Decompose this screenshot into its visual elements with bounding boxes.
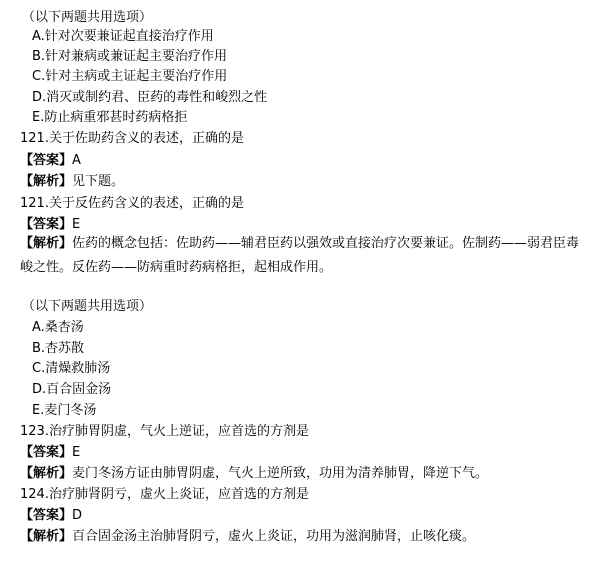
group2-option-a: A.桑杏汤: [32, 320, 84, 335]
answer-value: D: [72, 508, 83, 523]
analysis-label: 【解析】: [20, 236, 73, 251]
group1-option-d: D.消灭或制约君、臣药的毒性和峻烈之性: [32, 90, 268, 105]
question-123: 123.治疗肺胃阴虚，气火上逆证，应首选的方剂是: [20, 424, 309, 439]
analysis-label: 【解析】: [20, 466, 73, 481]
answer-value: E: [72, 217, 81, 232]
answer-label: 【答案】: [20, 217, 73, 232]
group1-option-b: B.针对兼病或兼证起主要治疗作用: [32, 49, 228, 64]
group2-option-e: E.麦门冬汤: [32, 403, 97, 418]
answer-value: A: [72, 153, 81, 168]
analysis-text: 见下题。: [72, 174, 125, 189]
analysis-row: [20, 172, 124, 192]
group2-option-c: C.清燥救肺汤: [32, 361, 111, 376]
answer-label: 【答案】: [20, 153, 73, 168]
analysis-text: 麦门冬汤方证由肺胃阴虚，气火上逆所致，功用为清养肺胃，降逆下气。: [72, 466, 489, 481]
question-124: 124.治疗肺肾阴亏，虚火上炎证，应首选的方剂是: [20, 487, 309, 502]
answer-row: [20, 506, 82, 526]
answer-row: [20, 151, 81, 171]
answer-value: E: [72, 445, 81, 460]
analysis-text: 百合固金汤主治肺肾阴亏，虚火上炎证，功用为滋润肺肾，止咳化痰。: [72, 529, 476, 544]
analysis-text: 佐药的概念包括：佐助药——辅君臣药以强效或直接治疗次要兼证。佐制药——弱君臣毒峻之性。反佐药——防病重时药病格拒，起相成作用。: [20, 236, 580, 275]
group1-option-c: C.针对主病或主证起主要治疗作用: [32, 69, 228, 84]
analysis-row: [20, 527, 475, 547]
question-121-counter: 121.关于反佐药含义的表述，正确的是: [20, 196, 244, 211]
group2-option-b: B.杏苏散: [32, 341, 85, 356]
group2-header: （以下两题共用选项）: [22, 299, 153, 314]
group2-option-d: D.百合固金汤: [32, 382, 112, 397]
analysis-row: [20, 232, 592, 280]
analysis-label: 【解析】: [20, 174, 73, 189]
analysis-label: 【解析】: [20, 529, 73, 544]
question-121-supporting: 121.关于佐助药含义的表述，正确的是: [20, 131, 244, 146]
analysis-row: [20, 464, 488, 484]
answer-label: 【答案】: [20, 445, 73, 460]
answer-label: 【答案】: [20, 508, 73, 523]
answer-row: [20, 443, 80, 463]
group1-option-e: E.防止病重邪甚时药病格拒: [32, 110, 188, 125]
group1-header: （以下两题共用选项）: [22, 10, 153, 25]
group1-option-a: A.针对次要兼证起直接治疗作用: [32, 29, 214, 44]
